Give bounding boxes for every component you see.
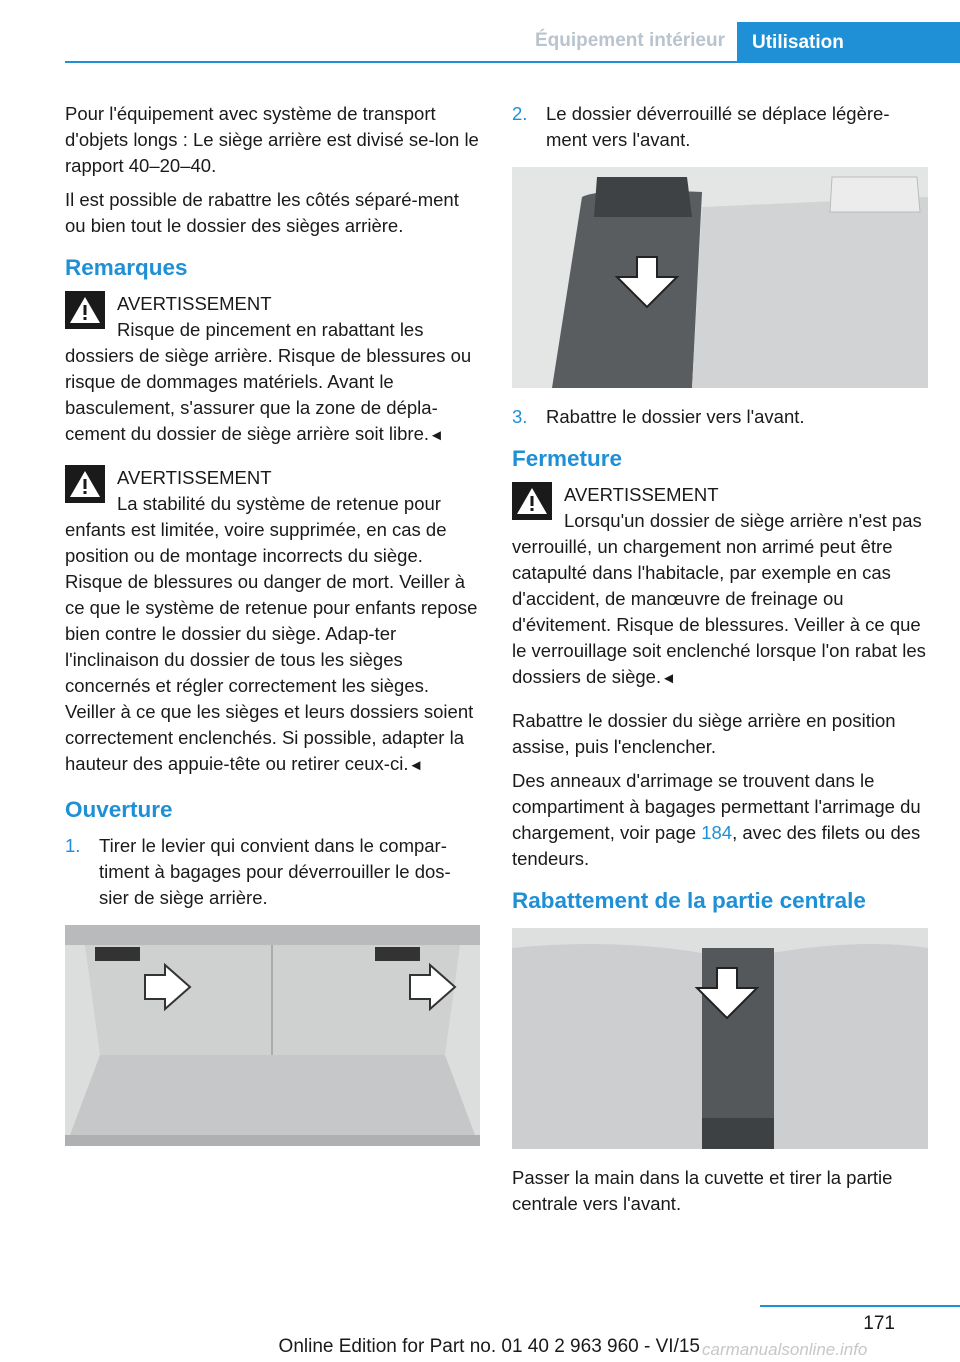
rabattre-paragraph: Rabattre le dossier du siège arrière en position assise, puis l'enclencher. [512,710,896,757]
step-item [65,833,480,911]
warning-triangle-icon [65,465,105,503]
step-text: Tirer le levier qui convient dans le compar-timent à bagages pour déverrouiller le dos-sier de siège arrière. [99,835,451,908]
anneaux-paragraph [512,768,928,872]
anneaux-text-a: Des anneaux d'arrimage se trouvent dans le compartiment à bagages permettant l'arrimage du chargement, voir page [512,770,921,843]
warning-pinch [65,291,480,449]
end-mark: ◄ [429,427,444,444]
step-number: 3. [512,406,528,427]
warning-label: AVERTISSEMENT [117,293,272,314]
warning-label: AVERTISSEMENT [117,467,272,488]
warning-text: La stabilité du système de retenue pour enfants est limitée, voire supprimée, en cas de position ou de montage incorrects du siège. Risque de blessures ou danger de mort. Veiller à ce que le système de retenue pour enfants repose bien contre le dossier du siège. Adap-ter l'inclinaison du dossier de tous les sièges concernés et régler correctement les sièges. Veiller à ce que les sièges et leurs dossiers soient correctement enclenchés. Si possible, adapter la hauteur des appuie-tête ou retirer ceux-ci. [65,493,478,774]
step-text: Le dossier déverrouillé se déplace légère-ment vers l'avant. [546,103,890,150]
step-number: 2. [512,103,528,124]
page-number: 171 [863,1313,895,1334]
right-column [512,101,928,1225]
warning-triangle-icon [512,482,552,520]
watermark: carmanualsonline.info [702,1340,868,1359]
left-column [65,101,480,1162]
step-number: 1. [65,835,81,856]
step-item [512,404,928,430]
page-link[interactable]: 184 [701,822,733,843]
trunk-photo [65,925,480,1146]
centrale-paragraph: Passer la main dans la cuvette et tirer la partie centrale vers l'avant. [512,1167,893,1214]
heading-fermeture: Fermeture [512,446,623,471]
intro-paragraph: Pour l'équipement avec système de transport d'objets longs : Le siège arrière est divisé se-lon le rapport 40–20–40. [65,103,479,176]
warning-triangle-icon [65,291,105,329]
footer-rule [760,1305,960,1307]
seat-unlock-photo [512,167,928,388]
heading-partie-centrale: Rabattement de la partie centrale [512,888,866,913]
heading-remarques: Remarques [65,255,188,280]
warning-child-seat [65,465,480,779]
warning-text: Risque de pincement en rabattant les dossiers de siège arrière. Risque de blessures ou risque de dommages matériels. Avant le basculement, s'assurer que la zone de dépla-cement du dossier de siège arrière soit libre. [65,319,472,444]
step-item [512,101,928,153]
heading-ouverture: Ouverture [65,797,173,822]
fold-paragraph: Il est possible de rabattre les côtés séparé-ment ou bien tout le dossier des sièges arrière. [65,189,459,236]
step-text: Rabattre le dossier vers l'avant. [546,406,805,427]
end-mark: ◄ [661,670,676,687]
warning-text: Lorsqu'un dossier de siège arrière n'est pas verrouillé, un chargement non arrimé peut être catapulté dans l'habitacle, par exemple en cas d'accident, de manœuvre de freinage ou d'évitement. Risque de blessures. Veiller à ce que le verrouillage soit enclenché lorsque l'on rabat les dossiers de siège. [512,510,926,687]
header-section-title: Équipement intérieur [534,30,725,51]
header-rule [65,61,960,63]
header-tab: Utilisation [737,22,960,63]
edition-line: Online Edition for Part no. 01 40 2 963 960 - VI/15 [278,1336,700,1357]
center-section-photo [512,928,928,1149]
warning-unlocked-seat [512,482,928,692]
warning-label: AVERTISSEMENT [564,484,719,505]
anneaux-text-b: , avec des filets ou des tendeurs. [512,822,921,869]
end-mark: ◄ [408,757,424,774]
